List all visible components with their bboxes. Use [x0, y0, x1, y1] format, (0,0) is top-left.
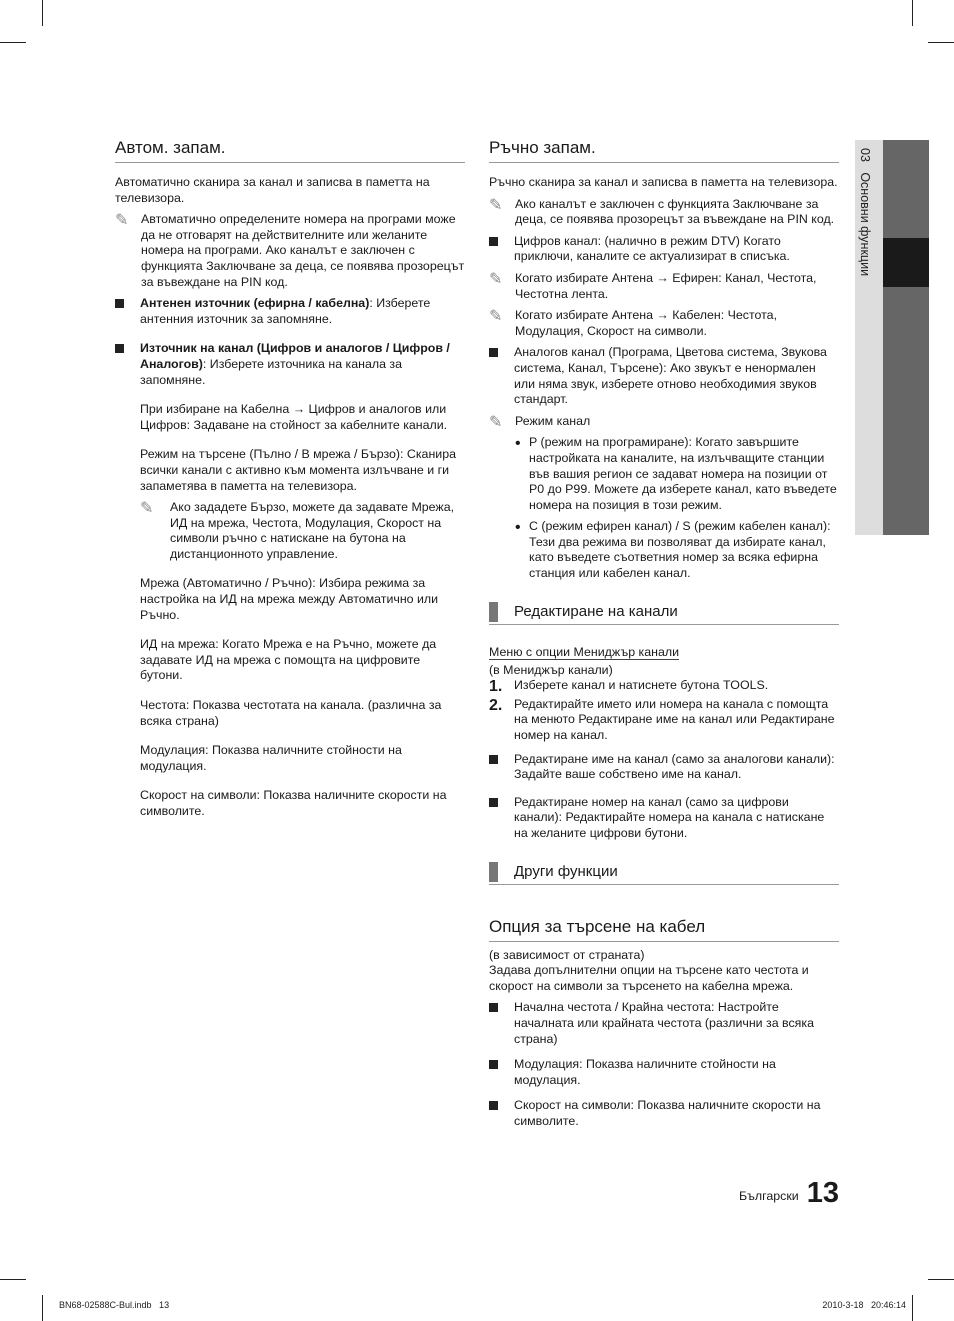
section-title: Автом. запам.: [115, 138, 465, 163]
pencil-icon: ✎: [140, 500, 154, 518]
pencil-icon: ✎: [489, 270, 503, 288]
bullet-term: Антенен източник (ефирна / кабелна): [140, 296, 370, 311]
chapter-number: 03: [858, 148, 872, 162]
bullet-item: [115, 296, 465, 327]
square-bullet-icon: [489, 1060, 498, 1069]
menu-subheading: (в Мениджър канали): [489, 662, 613, 677]
note-text: Автоматично определените номера на програми може да не отговарят на действителните или желаните номера на програми. Ако каналът е заключен с функцията Заключване за деца, се появява прозорецът за въвеждане на PIN код.: [141, 212, 465, 289]
pencil-icon: ✎: [489, 196, 503, 214]
crop-mark: [912, 0, 913, 26]
note-text: Ако каналът е заключен с функцията Заключване за деца, се появява прозорецът за въвеждане на PIN код.: [515, 196, 835, 227]
crop-mark: [42, 0, 43, 26]
page-footer: [739, 1178, 839, 1208]
square-bullet-icon: [489, 348, 498, 357]
dot-item: [489, 519, 839, 581]
step-number: 1.: [489, 678, 503, 696]
dot-item: [489, 435, 839, 513]
file-info: BN68-02588C-Bul.indb 13: [59, 1300, 170, 1310]
note: [140, 500, 465, 562]
paragraph: ИД на мрежа: Когато Мрежа е на Ръчно, можете да задавате ИД на мрежа с помощта на цифровите бутони.: [140, 637, 437, 683]
subsection-header: [489, 862, 839, 885]
tab-marker: [883, 238, 929, 287]
page-number: 13: [806, 1177, 839, 1209]
bullet-item: [489, 345, 839, 407]
bullet-text: Цифров канал: (налично в режим DTV) Когато приключи, каналите се актуализират в списъка.: [514, 233, 790, 264]
intro-text: Автоматично сканира за канал и записва в паметта на телевизора.: [115, 175, 430, 205]
note: [489, 197, 839, 228]
square-bullet-icon: [115, 344, 124, 353]
paragraph: Мрежа (Автоматично / Ръчно): Избира режима за настройка на ИД на мрежа между Автоматично или Ръчно.: [140, 576, 439, 622]
paragraph: Модулация: Показва наличните стойности на модулация.: [140, 743, 402, 773]
bullet-item: [489, 1057, 839, 1088]
pencil-icon: ✎: [115, 212, 129, 230]
crop-mark: [0, 1279, 26, 1280]
bullet-desc: : Изберете антенния източник за запомняне.: [140, 296, 431, 326]
note: [115, 212, 465, 290]
square-bullet-icon: [489, 1003, 498, 1012]
left-column: [115, 138, 465, 826]
bullet-text: Скорост на символи: Показва наличните скорости на символите.: [514, 1098, 821, 1128]
section-title: Ръчно запам.: [489, 138, 839, 163]
bullet-term: Източник на канал (Цифров и аналогов / Цифров / Аналогов): [140, 341, 450, 371]
crop-mark: [928, 1279, 954, 1280]
note: [489, 414, 839, 430]
menu-heading: Меню с опции Мениджър канали: [489, 644, 680, 659]
crop-mark: [42, 1295, 43, 1321]
chapter-title: Основни функции: [858, 172, 872, 277]
square-bullet-icon: [489, 798, 498, 807]
tab-dark-strip: [883, 140, 929, 535]
bullet-item: [489, 1000, 839, 1047]
intro-text: Задава допълнителни опции на търсене като честота и скорост на символи за търсенето на кабелна мрежа.: [489, 963, 809, 993]
sub-block: [115, 402, 465, 819]
print-datetime: 2010-3-18 20:46:14: [822, 1300, 906, 1310]
dot-bullet-icon: •: [515, 519, 521, 537]
condition-text: (в зависимост от страната): [489, 947, 645, 962]
bullet-item: [489, 752, 839, 783]
bullet-text: Начална честота / Крайна честота: Настройте началната или крайната честота (различни за всяка страна): [514, 1000, 814, 1046]
dot-bullet-icon: •: [515, 435, 521, 453]
bullet-item: [489, 234, 839, 265]
right-column: [489, 138, 839, 1136]
step-text: Изберете канал и натиснете бутона TOOLS.: [514, 678, 769, 693]
note-text: Ако зададете Бързо, можете да задавате Мрежа, ИД на мрежа, Честота, Модулация, Скорост на символи ръчно с натискане на бутона на дистанционното управление.: [170, 500, 455, 561]
paragraph: При избиране на Кабелна → Цифров и аналогов или Цифров: Задаване на стойност за кабелните канали.: [140, 402, 448, 432]
pencil-icon: ✎: [489, 308, 503, 326]
note-text: Когато избирате Антена → Ефирен: Канал, Честота, Честотна лента.: [515, 270, 817, 301]
paragraph: Режим на търсене (Пълно / В мрежа / Бързо): Сканира всички канали с активно към момента излъчване и ги запаметява в паметта на телевизора.: [140, 447, 456, 493]
dot-text: C (режим ефирен канал) / S (режим кабелен канал): Тези два режима ви позволяват да избирате канал, като въведете съответния номер за всяка ефирна станция или кабелен канал.: [529, 519, 831, 581]
section-bar-icon: [489, 862, 498, 882]
pencil-icon: ✎: [489, 413, 503, 431]
step-text: Редактирайте името или номера на канала с помощта на менюто Редактиране име на канал или Редактиране номер на канал.: [514, 696, 835, 743]
bullet-text: Аналогов канал (Програма, Цветова система, Звукова система, Канал, Търсене): Ако звукът е ненормален или няма звук, изберете отново необходимия звуков стандарт.: [514, 345, 827, 407]
chapter-label: [858, 148, 872, 276]
note: [489, 271, 839, 302]
section-bar-icon: [489, 602, 498, 622]
bullet-text: Редактиране име на канал (само за аналогови канали): Задайте ваше собствено име на канал.: [514, 751, 835, 782]
bullet-desc: : Изберете източника на канала за запомняне.: [140, 356, 402, 387]
paragraph: Скорост на символи: Показва наличните скорости на символите.: [140, 788, 447, 818]
subsection-title: Други функции: [514, 863, 618, 881]
chapter-tab: [855, 140, 929, 535]
square-bullet-icon: [489, 237, 498, 246]
intro-text: Ръчно сканира за канал и записва в паметта на телевизора.: [489, 175, 838, 189]
dot-text: P (режим на програмиране): Когато завършите настройката на каналите, на излъчващите станции във вашия регион се задават номера на позиции от P0 до P99. Можете да изберете канал, като въведете номера на позиция в този режим.: [529, 435, 837, 512]
section-title: Опция за търсене на кабел: [489, 917, 839, 942]
square-bullet-icon: [489, 1101, 498, 1110]
square-bullet-icon: [489, 755, 498, 764]
crop-mark: [0, 42, 26, 43]
note: [489, 308, 839, 339]
crop-mark: [928, 42, 954, 43]
crop-mark: [912, 1295, 913, 1321]
bullet-text: Модулация: Показва наличните стойности на модулация.: [514, 1057, 776, 1087]
square-bullet-icon: [115, 299, 124, 308]
subsection-header: [489, 602, 839, 625]
numbered-step: [489, 678, 839, 694]
paragraph: Честота: Показва честотата на канала. (различна за всяка страна): [140, 698, 442, 728]
bullet-item: [489, 795, 839, 842]
language-label: Български: [739, 1189, 799, 1203]
note-text: Когато избирате Антена → Кабелен: Честота, Модулация, Скорост на символи.: [515, 308, 778, 338]
subsection-title: Редактиране на канали: [514, 603, 678, 621]
bullet-item: [489, 1098, 839, 1129]
bullet-text: Редактиране номер на канал (само за цифрови канали): Редактирайте номера на канала с натискане на желаните цифрови бутони.: [514, 794, 825, 840]
bullet-item: [115, 341, 465, 388]
numbered-step: [489, 697, 839, 744]
note-text: Режим канал: [515, 413, 591, 428]
step-number: 2.: [489, 696, 503, 714]
